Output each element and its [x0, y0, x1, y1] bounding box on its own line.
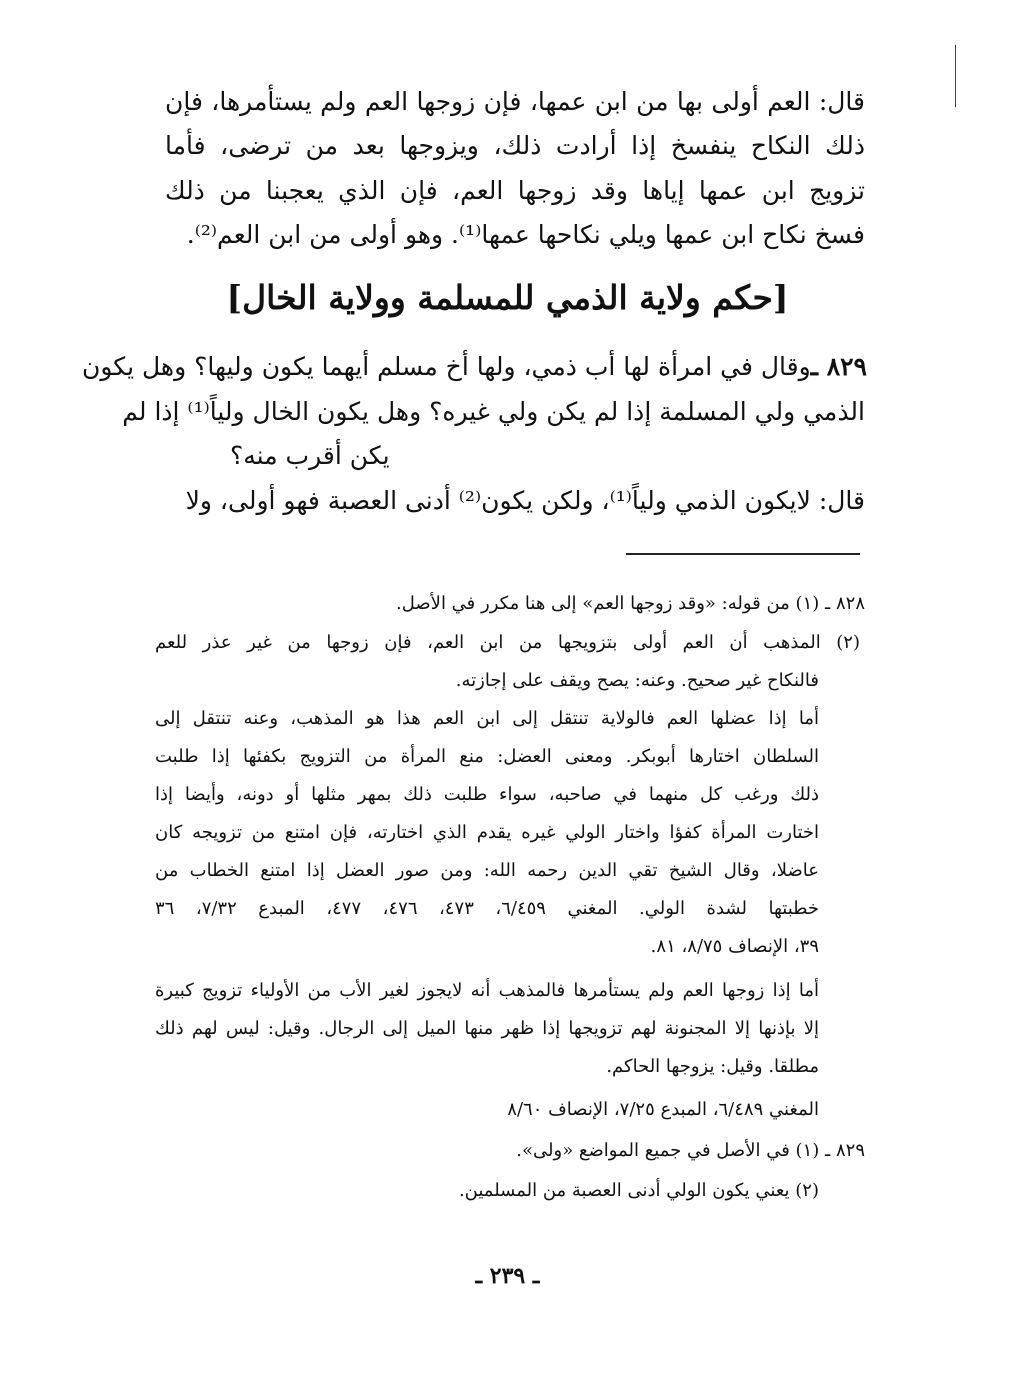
question-number: ٨٢٩ ـ — [810, 352, 867, 381]
main-text-line: قال: لايكون الذمي ولياً⁽¹⁾، ولكن يكون⁽²⁾ أدنى العصبة فهو أولى، ولا — [185, 486, 865, 515]
main-text-line: وقال في امرأة لها أب ذمي، ولها أخ مسلم أيهما يكون وليها؟ وهل يكون — [81, 352, 811, 381]
footnote-line: السلطان اختارها أبوبكر. ومعنى العضل: منع المرأة من التزويج بكفئها إذا طلبت — [155, 746, 819, 767]
main-text-line: فسخ نكاح ابن عمها ويلي نكاحها عمها⁽¹⁾. وهو أولى من ابن العم⁽²⁾. — [186, 220, 865, 249]
footnote-divider — [626, 553, 860, 555]
footnote-sources: المغني ٦/٤٨٩، المبدع ٧/٢٥، الإنصاف ٨/٦٠ — [507, 1099, 819, 1120]
footnote-line: ذلك ورغب كل منهما في صاحبه، سواء طلبت ذلك بمهر مثلها أو دونه، وأيضا إذا — [155, 784, 819, 805]
question-829-first-line — [81, 352, 867, 382]
footnote-line: ٣٩، الإنصاف ٨/٧٥، ٨١. — [650, 936, 819, 957]
main-text-line: قال: العم أولى بها من ابن عمها، فإن زوجها العم ولم يستأمرها، فإن — [165, 87, 865, 116]
section-heading: [حكم ولاية الذمي للمسلمة وولاية الخال] — [226, 278, 789, 317]
footnote-828-2: (٢) المذهب أن العم أولى بتزويجها من ابن العم، فإن زوجها من غير عذر للعم — [155, 632, 860, 653]
footnote-line: خطبتها لشدة الولي. المغني ٦/٤٥٩، ٤٧٣، ٤٧٦، ٤٧٧، المبدع ٧/٣٢، ٣٦ — [155, 898, 820, 919]
footnote-line: إلا بإذنها إلا المجنونة لهم تزويجها إذا ظهر منها الميل إلى الرجال. وقيل: ليس لهم ذلك — [155, 1018, 819, 1039]
footnote-line: مطلقا. وقيل: يزوجها الحاكم. — [606, 1056, 819, 1077]
footnote-line: اختارت المرأة كفؤا واختار الولي غيره يقدم الذي اختارته، فإن امتنع من تزويجه كان — [155, 822, 819, 843]
page-number: ـ ٢٣٩ ـ — [475, 1263, 540, 1289]
footnote-line: أما إذا زوجها العم ولم يستأمرها فالمذهب أنه لايجوز لغير الأب من الأولياء تزويج كبيرة — [155, 980, 819, 1001]
footnote-line: عاضلا، وقال الشيخ تقي الدين رحمه الله: ومن صور العضل إذا امتنع الخطاب من — [155, 860, 819, 881]
footnote-829-1: ٨٢٩ ـ (١) في الأصل في جميع المواضع «ولى». — [516, 1140, 865, 1161]
main-text-line: الذمي ولي المسلمة إذا لم يكن ولي غيره؟ وهل يكون الخال ولياً⁽¹⁾ إذا لم — [122, 397, 865, 426]
footnote-828-2: فالنكاح غير صحيح. وعنه: يصح ويقف على إجازته. — [455, 670, 819, 691]
footnote-line: أما إذا عضلها العم فالولاية تنتقل إلى ابن العم هذا هو المذهب، وعنه تنتقل إلى — [155, 708, 819, 729]
main-text-line: ذلك النكاح ينفسخ إذا أرادت ذلك، ويزوجها بعد من ترضى، فأما — [165, 131, 865, 160]
main-text-line: يكن أقرب منه؟ — [230, 441, 390, 470]
main-text-line: تزويج ابن عمها إياها وقد زوجها العم، فإن الذي يعجبنا من ذلك — [165, 176, 865, 205]
footnote-828-1: ٨٢٨ ـ (١) من قوله: «وقد زوجها العم» إلى هنا مكرر في الأصل. — [396, 593, 865, 614]
footnote-829-2: (٢) يعني يكون الولي أدنى العصبة من المسلمين. — [458, 1180, 819, 1201]
